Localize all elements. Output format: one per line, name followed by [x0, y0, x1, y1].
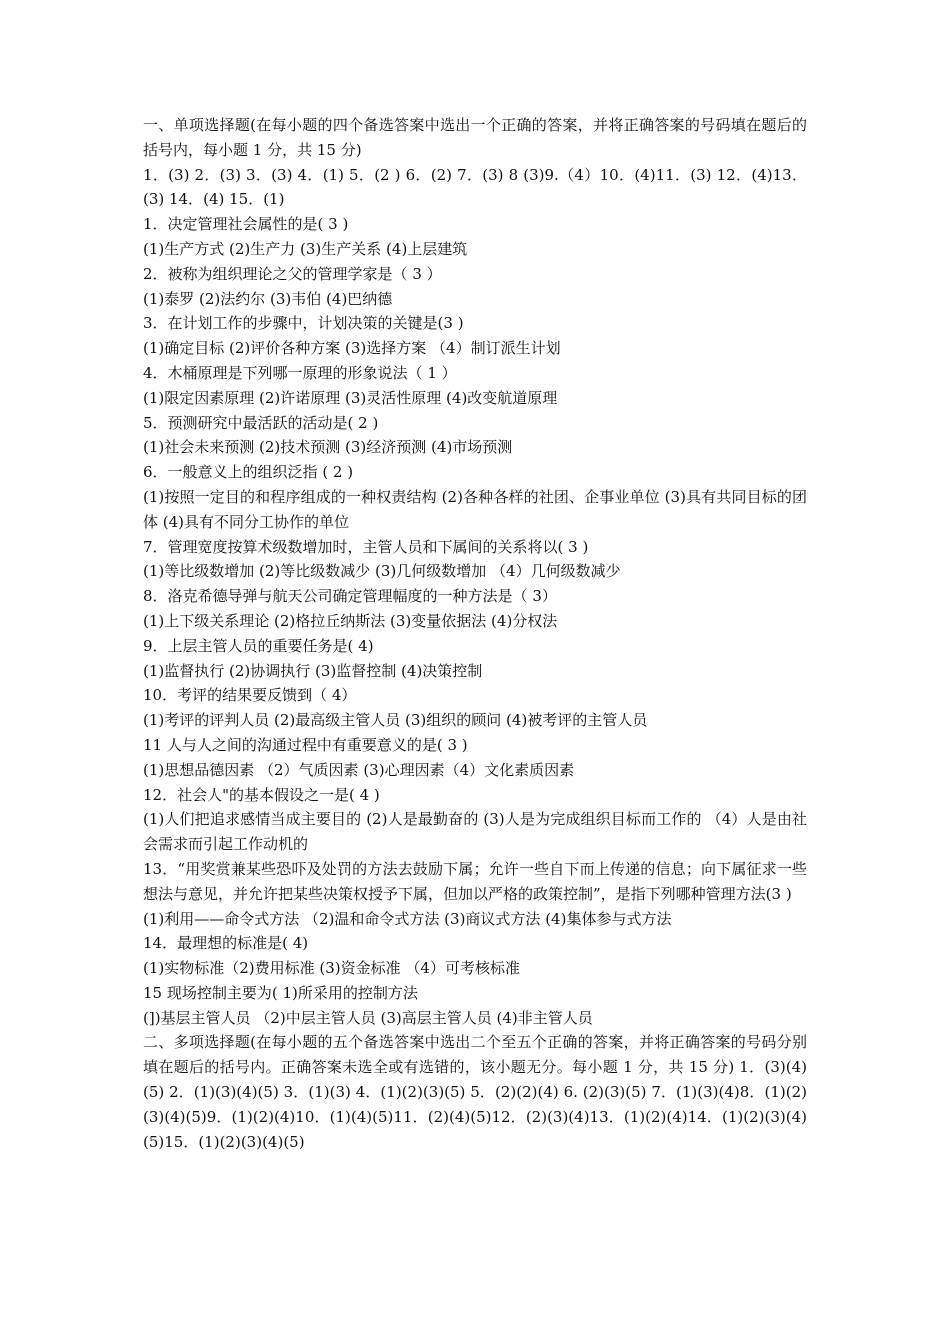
question-15: 15 现场控制主要为( 1)所采用的控制方法: [143, 983, 418, 1002]
question-11: 11 人与人之间的沟通过程中有重要意义的是( 3 ): [143, 735, 468, 754]
question-1: 1．决定管理社会属性的是( 3 ): [143, 215, 349, 234]
question-1-options: (1)生产方式 (2)生产力 (3)生产关系 (4)上层建筑: [143, 239, 468, 258]
question-8: 8．洛克希德导弹与航天公司确定管理幅度的一种方法是（ 3）: [143, 587, 557, 606]
question-13-options: (1)利用——命令式方法 （2)温和命令式方法 (3)商议式方法 (4)集体参与式方法: [143, 909, 672, 928]
question-5: 5．预测研究中最活跃的活动是( 2 ): [143, 413, 379, 432]
question-10-options: (1)考评的评判人员 (2)最高级主管人员 (3)组织的顾问 (4)被考评的主管人员: [143, 711, 648, 730]
question-12-options: (1)人们把追求感情当成主要目的 (2)人是最勤奋的 (3)人是为完成组织目标而工作的 （4）人是由社会需求而引起工作动机的: [143, 810, 807, 854]
question-12: 12．社会人"的基本假设之一是( 4 ): [143, 785, 380, 804]
question-2-options: (1)泰罗 (2)法约尔 (3)韦伯 (4)巴纳德: [143, 289, 393, 308]
section-heading-multiple-choice: 二、多项选择题(在每小题的五个备选答案中选出二个至五个正确的答案，并将正确答案的号码分别填在题后的括号内。正确答案未选全或有选错的，该小题无分。每小题 1 分，共 15 分) 1．(3)(4)(5) 2．(1)(3)(4)(5) 3．(1)(3) 4．(1)(2)(3)(5) 5．(2)(2)(4) 6. (2)(3)(5) 7．(1)(3)(4)8．(1)(2)(3)(4)(5)9．(1)(2)(4)10．(1)(4)(5)11．(2)(4)(5)12．(2)(3)(4)13．(1)(2)(4)14．(1)(2)(3)(4)(5)15．(1)(2)(3)(4)(5): [143, 1033, 807, 1151]
question-13: 13．“用奖赏兼某些恐吓及处罚的方法去鼓励下属；允许一些自下而上传递的信息；向下属征求一些想法与意见，并允许把某些决策权授予下属，但加以严格的政策控制”，是指下列哪种管理方法(3 ): [143, 859, 807, 903]
question-4-options: (1)限定因素原理 (2)许诺原理 (3)灵活性原理 (4)改变航道原理: [143, 388, 558, 407]
question-14-options: (1)实物标准（2)费用标准 (3)资金标准 （4）可考核标准: [143, 959, 520, 978]
question-15-options: (])基层主管人员 （2)中层主管人员 (3)高层主管人员 (4)非主管人员: [143, 1008, 593, 1027]
question-14: 14．最理想的标准是( 4): [143, 934, 309, 953]
document-body: [143, 113, 807, 1154]
question-11-options: (1)思想品德因素 （2）气质因素 (3)心理因素（4）文化素质因素: [143, 760, 575, 779]
question-9: 9．上层主管人员的重要任务是( 4): [143, 636, 374, 655]
question-6: 6．一般意义上的组织泛指 ( 2 ): [143, 463, 354, 482]
question-7: 7．管理宽度按算术级数增加时，主管人员和下属间的关系将以( 3 ): [143, 537, 589, 556]
question-9-options: (1)监督执行 (2)协调执行 (3)监督控制 (4)决策控制: [143, 661, 483, 680]
question-3: 3．在计划工作的步骤中，计划决策的关键是(3 ): [143, 314, 464, 333]
section-heading-single-choice: 一、单项选择题(在每小题的四个备选答案中选出一个正确的答案，并将正确答案的号码填在题后的括号内，每小题 1 分，共 15 分): [143, 116, 807, 159]
question-3-options: (1)确定目标 (2)评价各种方案 (3)选择方案 （4）制订派生计划: [143, 339, 561, 358]
question-2: 2．被称为组织理论之父的管理学家是（ 3 ）: [143, 264, 442, 283]
question-7-options: (1)等比级数增加 (2)等比级数减少 (3)几何级数增加 （4）几何级数减少: [143, 562, 621, 581]
question-5-options: (1)社会未来预测 (2)技术预测 (3)经济预测 (4)市场预测: [143, 438, 513, 457]
question-10: 10．考评的结果要反馈到（ 4）: [143, 686, 357, 705]
question-8-options: (1)上下级关系理论 (2)格拉丘纳斯法 (3)变量依据法 (4)分权法: [143, 611, 558, 630]
answer-key-single-choice: 1．(3) 2．(3) 3．(3) 4．(1) 5．(2 ) 6．(2) 7．(3) 8 (3)9.（4）10．(4)11．(3) 12．(4)13．(3) 14．(4) 15．(1): [143, 165, 807, 209]
question-4: 4．木桶原理是下列哪一原理的形象说法（ 1 ）: [143, 363, 457, 382]
question-6-options: (1)按照一定目的和程序组成的一种权责结构 (2)各种各样的社团、企事业单位 (3)具有共同目标的团体 (4)具有不同分工协作的单位: [143, 487, 807, 531]
